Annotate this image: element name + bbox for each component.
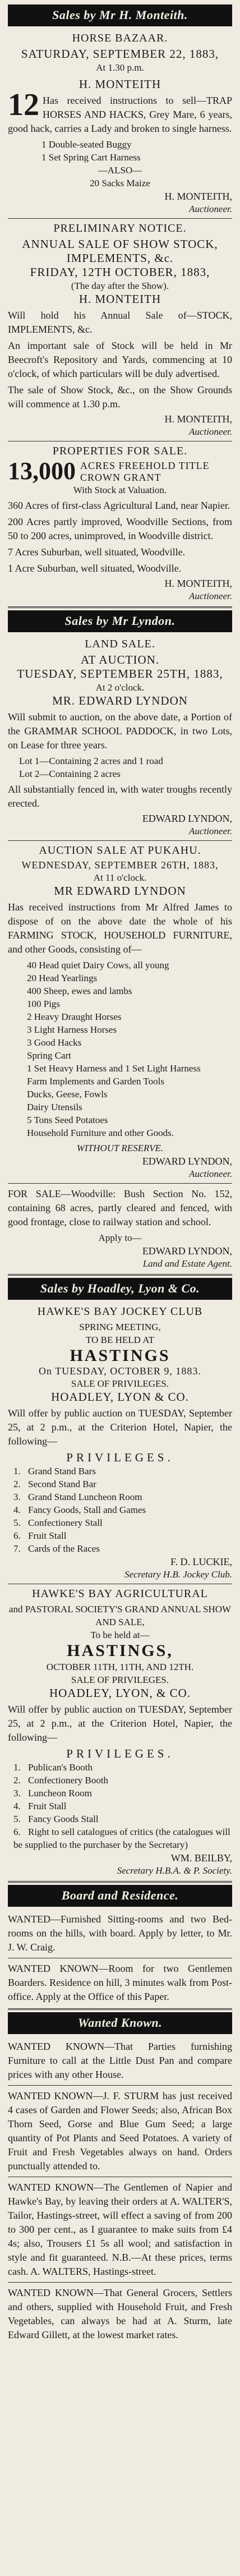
venue: HASTINGS — [70, 1346, 170, 1365]
ad-title: HAWKE'S BAY AGRICULTURAL — [32, 1588, 208, 1600]
list-item: 5. Fancy Goods Stall — [13, 1814, 99, 1824]
sale-time: At 2 o'clock. — [95, 682, 145, 693]
ad-title: LAND SALE. — [85, 638, 155, 650]
sale-date: SATURDAY, SEPTEMBER 22, 1883, — [21, 47, 219, 61]
list-item: 2. Second Stand Bar — [13, 1479, 96, 1489]
list-item: 3 Good Hacks — [27, 1037, 82, 1048]
ad-body: Will submit to auction, on the above date, a Portion of the GRAMMAR SCHOOL PADDOCK, in two Lots, on Lease for three years. — [8, 711, 232, 751]
ad-subtitle: To be held at— — [90, 1630, 150, 1640]
ad-body: An important sale of Stock will be held in Mr Beecroft's Repository and Yards, commencing at 10 o'clock, of which particulars will be duly advertised. — [8, 340, 232, 379]
ad-subtitle: AT AUCTION. — [80, 653, 160, 666]
ad-subtitle: TO BE HELD AT — [86, 1335, 154, 1345]
also-label: —ALSO— — [98, 165, 142, 176]
classified-ad: WANTED KNOWN—Room for two Gentlemen Boarders. Residence on hill, 3 minutes walk from Post-office. Apply at the Office of this Paper. — [8, 1963, 232, 2002]
column — [8, 3, 232, 2344]
signature: WM. BEILBY, — [170, 1852, 232, 1864]
lot-line: Lot 2—Containing 2 acres — [19, 769, 121, 779]
list-item: 1 Set Spring Cart Harness — [41, 152, 141, 163]
list-item: 400 Sheep, ewes and lambs — [27, 986, 132, 996]
sale-time: At 1.30 p.m. — [96, 62, 144, 73]
sale-date: FRIDAY, 12TH OCTOBER, 1883, — [30, 265, 210, 279]
privileges-list — [8, 1465, 232, 1555]
classified-ad: WANTED KNOWN—That Parties furnishing Furniture to call at the Little Dust Pan and compare prices with any other House. — [8, 2041, 232, 2080]
event-date: OCTOBER 11TH, 11TH, AND 12TH. — [46, 1662, 194, 1672]
properties-ad — [8, 445, 232, 602]
signature: H. MONTEITH, — [164, 191, 232, 202]
sale-label: SALE OF PRIVILEGES. — [71, 1378, 169, 1389]
ad-title: PRELIMINARY NOTICE. — [53, 222, 187, 234]
auctioneer-name: HOADLEY, LYON & CO. — [51, 1390, 189, 1404]
privileges-label: PRIVILEGES. — [66, 1451, 174, 1464]
list-item: 4. Fruit Stall — [13, 1801, 67, 1811]
show-stock-ad — [8, 222, 232, 438]
ad-subtitle: SPRING MEETING, — [79, 1322, 161, 1332]
signature: EDWARD LYNDON, — [142, 1156, 232, 1167]
signature-role: Auctioneer. — [189, 204, 232, 214]
acreage: 13,000 — [8, 460, 76, 484]
list-item: 1. Publican's Booth — [13, 1762, 93, 1773]
ad-subtitle: ANNUAL SALE OF SHOW STOCK, IMPLEMENTS, &c. — [22, 237, 218, 265]
list-item: 6. Fruit Stall — [13, 1530, 67, 1541]
signature-role: Auctioneer. — [189, 591, 232, 601]
signature-role: Secretary H.B. Jockey Club. — [124, 1569, 232, 1580]
list-item: 100 Pigs — [27, 999, 61, 1009]
list-item: 3. Luncheon Room — [13, 1788, 92, 1798]
pukahu-sale-ad — [8, 844, 232, 1180]
list-item: 3. Grand Stand Luncheon Room — [13, 1492, 142, 1502]
pastoral-society-ad — [8, 1588, 232, 1876]
horse-bazaar-ad — [8, 32, 232, 215]
list-item: 1 Set Heavy Harness and 1 Set Light Harness — [27, 1063, 201, 1074]
ad-line: With Stock at Valuation. — [73, 485, 167, 495]
ad-title: AUCTION SALE AT PUKAHU. — [39, 844, 201, 857]
auctioneer-name: MR EDWARD LYNDON — [54, 884, 186, 898]
ad-subtitle: and PASTORAL SOCIETY'S GRAND ANNUAL SHOW AND SALE, — [8, 1604, 232, 1627]
no-reserve: WITHOUT RESERVE. — [76, 1143, 164, 1153]
venue: HASTINGS, — [67, 1641, 173, 1660]
list-item: 1. Grand Stand Bars — [13, 1466, 96, 1476]
signature: F. D. LUCKIE, — [170, 1556, 232, 1567]
ad-line: 200 Acres partly improved, Woodville Sections, from 50 to 200 acres, unimproved, in Woodville district. — [8, 516, 232, 541]
classified-ad: WANTED KNOWN—The Gentlemen of Napier and Hawke's Bay, by leaving their orders at A. WALTER'S, Tailor, Hastings-street, will effect a saving of from 200 to 300 per cent., as I guarantee to make suits from £4 4s; also, Trousers £1 5s all wool; and satisfaction in style and fit guaranteed. N.B.—At these prices, terms cash. A. WALTERS, Hastings-street. — [8, 2182, 232, 2277]
ad-body: FOR SALE—Woodville: Bush Section No. 152, containing 68 acres, partly cleared and fenced, with good frontage, close to railway station and school. — [8, 1188, 232, 1227]
sale-date: WEDNESDAY, SEPTEMBER 26TH, 1883, — [21, 859, 219, 871]
signature-role: Auctioneer. — [189, 426, 232, 437]
ad-title: HORSE BAZAAR. — [72, 32, 168, 44]
signature: EDWARD LYNDON, — [142, 813, 232, 824]
section-header: Sales by Hoadley, Lyon & Co. — [8, 1278, 232, 1300]
list-item: Farm Implements and Garden Tools — [27, 1076, 164, 1087]
auctioneer-name: H. MONTEITH — [79, 77, 161, 91]
stock-list — [8, 959, 232, 1139]
ad-body: Has received instructions to sell—TRAP HORSES AND HACKS, Grey Mare, 6 years, good hack, carries a Lady and broken to single harness. — [8, 95, 232, 134]
signature: H. MONTEITH, — [164, 578, 232, 589]
list-item: Household Furniture and other Goods. — [27, 1128, 174, 1138]
ad-body: The sale of Show Stock, &c., on the Show Grounds will commence at 1.30 p.m. — [8, 384, 232, 410]
woodville-ad — [8, 1187, 232, 1269]
lot-count: 12 — [8, 91, 39, 122]
classified-ad: WANTED KNOWN—J. F. STURM has just received 4 cases of Garden and Flower Seeds; also, African Box Thorn Seed, Gorse and Blue Gum Seed; a large quantity of Pot Plants and Seed Potatoes. A variety of Fruit and Fresh Vegetables always on hand. Orders punctually attended to. — [8, 2090, 232, 2172]
signature-role: Auctioneer. — [189, 1169, 232, 1179]
ad-body: Will hold his Annual Sale of—STOCK, IMPLEMENTS, &c. — [8, 310, 232, 335]
sale-note: (The day after the Show). — [71, 280, 169, 291]
signature-role: Secretary H.B.A. & P. Society. — [117, 1865, 232, 1876]
classified-ad: WANTED KNOWN—That General Grocers, Settlers and others, supplied with Household Fruit, and Fresh Vegetables, can always be had at A. Sturm, late Edward Gillett, at the lowest market rates. — [8, 2287, 232, 2340]
lot-line: Lot 1—Containing 2 acres and 1 road — [19, 756, 163, 766]
ad-body: Will offer by public auction on TUESDAY, September 25, at 2 p.m., at the Criterion Hotel, Napier, the following— — [8, 1407, 232, 1447]
section-header: Wanted Known. — [8, 2012, 232, 2034]
signature: EDWARD LYNDON, — [142, 1245, 232, 1257]
ad-title: PROPERTIES FOR SALE. — [52, 445, 188, 457]
ad-line: 360 Acres of first-class Agricultural Land, near Napier. — [8, 500, 230, 511]
list-item: Spring Cart — [27, 1050, 71, 1061]
signature: H. MONTEITH, — [164, 413, 232, 425]
ad-title: HAWKE'S BAY JOCKEY CLUB — [37, 1305, 203, 1318]
acreage-desc: ACRES FREEHOLD TITLE CROWN GRANT — [80, 460, 210, 483]
ad-body: All substantially fenced in, with water troughs recently erected. — [8, 784, 232, 809]
sale-label: SALE OF PRIVILEGES. — [71, 1675, 169, 1685]
list-item: 20 Head Yearlings — [27, 973, 98, 983]
sale-time: At 11 o'clock. — [93, 872, 147, 883]
section-header: Sales by Mr H. Monteith. — [8, 4, 232, 26]
classified-ad: WANTED—Furnished Sitting-rooms and two Bed-rooms on the hills, with board. Apply by letter, to Mr. J. W. Craig. — [8, 1913, 232, 1953]
list-item: 2 Heavy Draught Horses — [27, 1011, 122, 1022]
ad-line: 7 Acres Suburban, well situated, Woodville. — [8, 546, 186, 558]
list-item: 6. Right to sell catalogues of critics (the catalogues will be supplied to the purchaser by the Secretary) — [13, 1827, 230, 1850]
list-item: 5. Confectionery Stall — [13, 1517, 103, 1528]
list-item: Ducks, Geese, Fowls — [27, 1089, 108, 1100]
section-header: Sales by Mr Lyndon. — [8, 610, 232, 632]
list-item: 7. Cards of the Races — [13, 1543, 100, 1554]
apply-label: Apply to— — [98, 1232, 142, 1243]
auctioneer-name: H. MONTEITH — [79, 292, 161, 306]
ad-body: Will offer by public auction on TUESDAY, September 25, at 2 p.m., at the Criterion Hotel, Napier, the following— — [8, 1704, 232, 1743]
list-item: Dairy Utensils — [27, 1102, 82, 1112]
privileges-label: PRIVILEGES. — [66, 1747, 174, 1760]
auctioneer-name: MR. EDWARD LYNDON — [52, 694, 188, 707]
list-item: 20 Sacks Maize — [90, 178, 150, 188]
list-item: 1 Double-seated Buggy — [41, 139, 132, 150]
jockey-club-ad — [8, 1305, 232, 1580]
signature-role: Land and Estate Agent. — [142, 1258, 232, 1269]
signature-role: Auctioneer. — [189, 826, 232, 836]
sale-date: TUESDAY, SEPTEMBER 25TH, 1883, — [17, 667, 223, 680]
section-header: Board and Residence. — [8, 1885, 232, 1907]
event-date: On TUESDAY, OCTOBER 9, 1883. — [39, 1365, 201, 1377]
ad-body: Has received instructions from Mr Alfred James to dispose of on the above date the whole of his FARMING STOCK, HOUSEHOLD FURNITURE, and other Goods, consisting of— — [8, 901, 232, 955]
list-item: 4. Fancy Goods, Stall and Games — [13, 1505, 146, 1515]
auctioneer-name: HOADLEY, LYON, & CO. — [49, 1686, 191, 1700]
list-item: 40 Head quiet Dairy Cows, all young — [27, 960, 169, 970]
ad-line: 1 Acre Suburban, well situated, Woodville. — [8, 563, 182, 574]
privileges-list — [8, 1761, 232, 1851]
list-item: 2. Confectionery Booth — [13, 1775, 109, 1786]
list-item: 5 Tons Seed Potatoes — [27, 1115, 108, 1125]
land-sale-ad — [8, 638, 232, 837]
list-item: 3 Light Harness Horses — [27, 1024, 117, 1035]
